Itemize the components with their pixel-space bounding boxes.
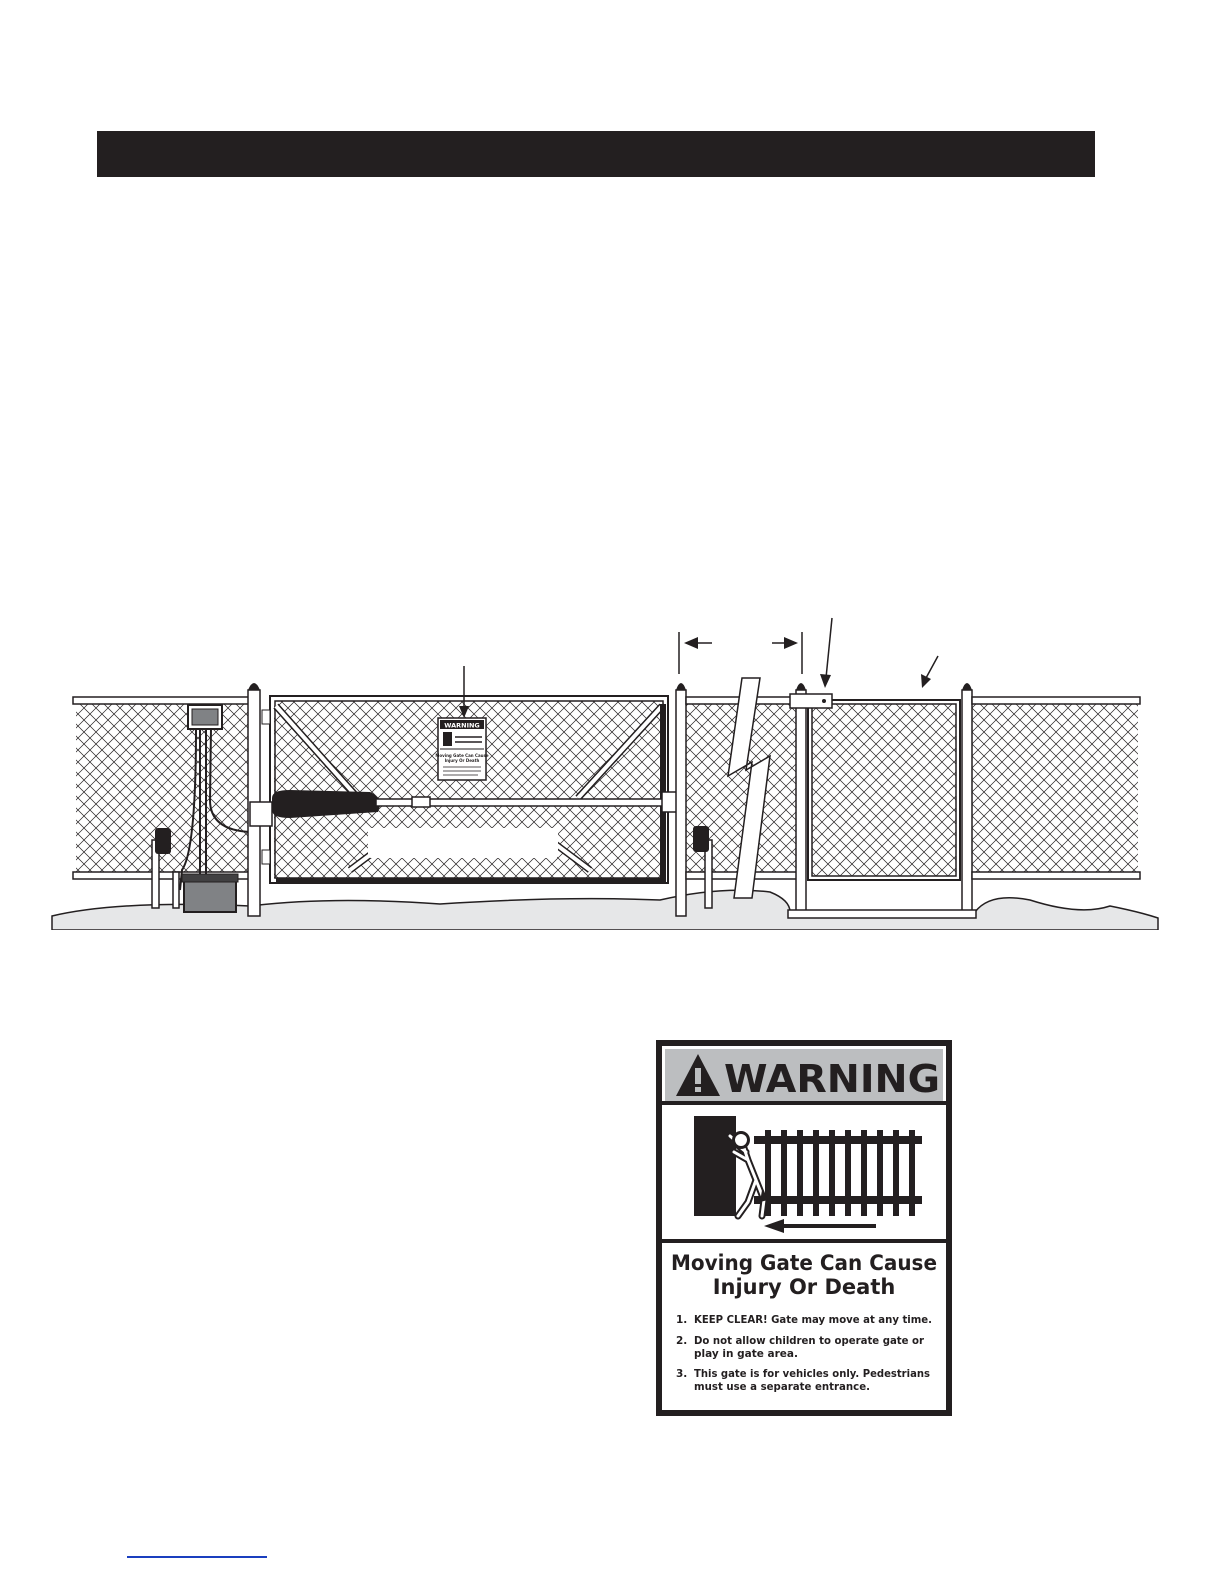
right-bottom-rail: [972, 872, 1140, 879]
gate-bottom-bar: [276, 878, 666, 884]
sign-item-2-line-2: play in gate area.: [694, 1348, 798, 1360]
sign-header-text: WARNING: [724, 1057, 940, 1101]
ped-gate-threshold: [788, 910, 976, 918]
mini-sign-header: WARNING: [444, 721, 480, 730]
sign-item-3-line-1: This gate is for vehicles only. Pedestrians: [694, 1368, 930, 1380]
ped-gate-pointer: [926, 656, 938, 678]
latch-post: [676, 690, 686, 916]
sign-headline-2: Injury Or Death: [712, 1275, 896, 1299]
sign-item-3-line-2: must use a separate entrance.: [694, 1381, 870, 1393]
section-header-bar: [97, 131, 1095, 177]
ped-gate-post-right: [962, 690, 972, 916]
operator-bracket: [250, 802, 272, 826]
gate-label-area: [368, 828, 558, 858]
footer-link-underline[interactable]: [127, 1556, 267, 1558]
mini-sign-headline-1: Moving Gate Can Cause: [435, 753, 489, 758]
gate-installation-diagram: [0, 600, 1224, 930]
right-fence-mesh: [972, 704, 1138, 876]
sign-item-1-num: 1.: [676, 1314, 688, 1326]
mini-sign-headline-2: Injury Or Death: [444, 758, 480, 763]
photo-eye-left: [155, 828, 171, 854]
photo-eye-right: [693, 826, 709, 852]
sign-item-2-line-1: Do not allow children to operate gate or: [694, 1335, 925, 1347]
latch-pointer: [826, 618, 832, 678]
ped-gate-mesh: [812, 704, 956, 876]
sign-headline-1: Moving Gate Can Cause: [671, 1251, 937, 1275]
sign-item-1-line-1: KEEP CLEAR! Gate may move at any time.: [694, 1314, 932, 1326]
warning-sign: [656, 1040, 952, 1416]
left-top-rail: [73, 697, 253, 704]
sign-item-3-num: 3.: [676, 1368, 688, 1380]
right-top-rail: [972, 697, 1140, 704]
sign-item-2-num: 2.: [676, 1335, 688, 1347]
ped-gate-post-left: [796, 690, 806, 916]
mini-warning-sign: [435, 718, 489, 780]
